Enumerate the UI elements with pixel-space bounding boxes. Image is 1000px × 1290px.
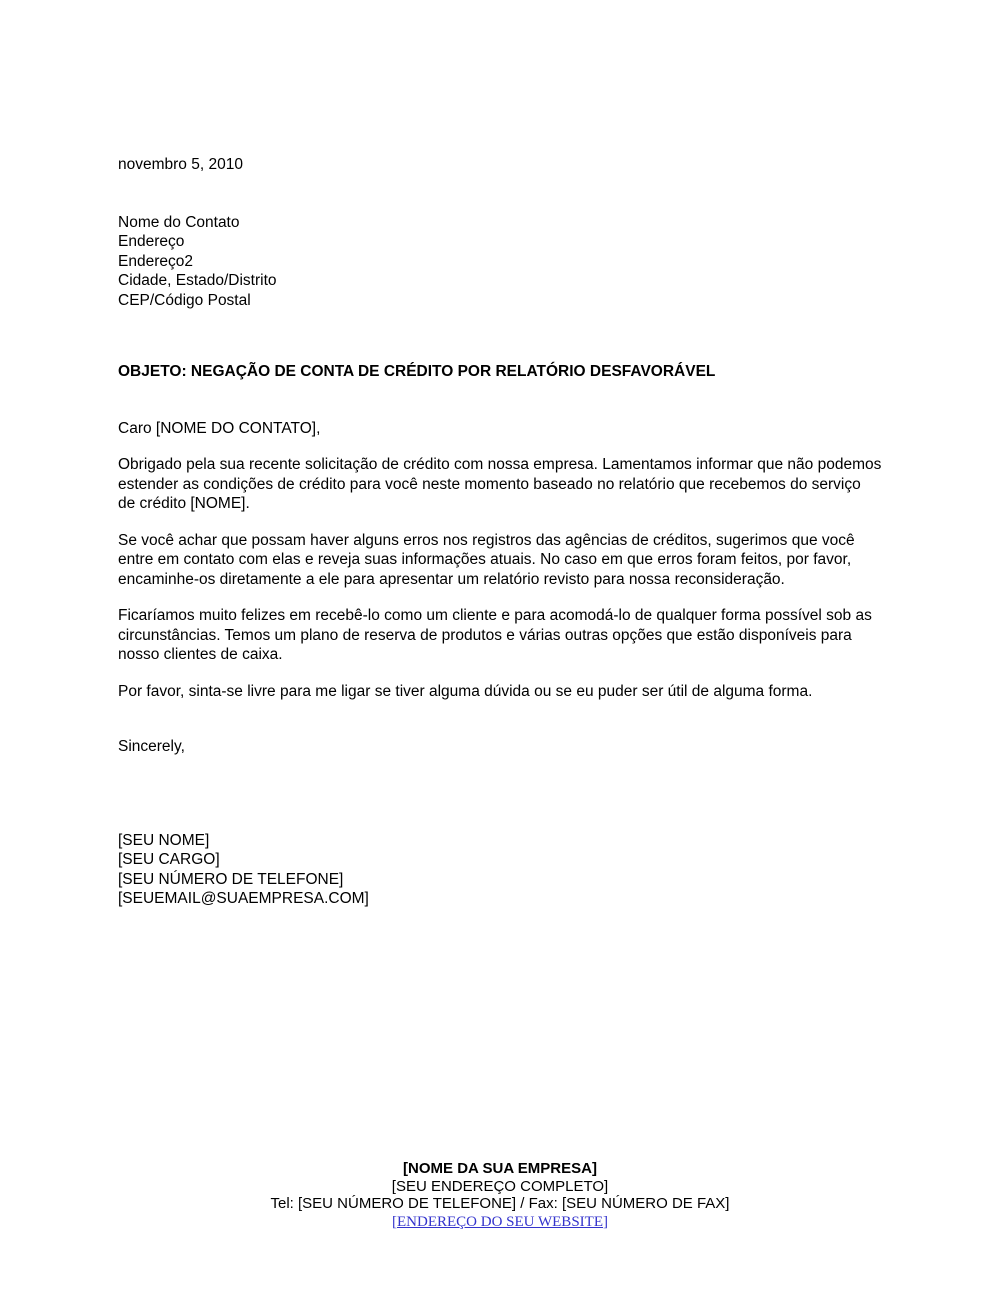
signature-block (118, 831, 882, 909)
subject-line: OBJETO: NEGAÇÃO DE CONTA DE CRÉDITO POR RELATÓRIO DESFAVORÁVEL (118, 363, 716, 380)
recipient-postal-code: CEP/Código Postal (118, 291, 251, 309)
recipient-address-1: Endereço (118, 233, 185, 250)
letter-date: novembro 5, 2010 (118, 156, 243, 173)
recipient-block (118, 213, 882, 311)
signature-name: [SEU NOME] (118, 831, 210, 849)
body-paragraph-4: Por favor, sinta-se livre para me ligar se tiver alguma dúvida ou se eu puder ser útil de alguma forma. (118, 682, 813, 700)
footer (0, 1160, 1000, 1231)
signature-phone: [SEU NÚMERO DE TELEFONE] (118, 870, 344, 888)
recipient-city-state: Cidade, Estado/Distrito (118, 272, 277, 289)
body-paragraph-3: Ficaríamos muito felizes em recebê-lo como um cliente e para acomodá-lo de qualquer forma possível sob as circunstâncias. Temos um plano de reserva de produtos e várias outras opções que estão disponíveis para nosso clientes de caixa. (118, 607, 872, 663)
footer-address: [SEU ENDEREÇO COMPLETO] (391, 1177, 609, 1195)
recipient-name: Nome do Contato (118, 213, 240, 231)
salutation: Caro [NOME DO CONTATO], (118, 419, 321, 437)
footer-tel-fax: Tel: [SEU NÚMERO DE TELEFONE] / Fax: [SEU NÚMERO DE FAX] (270, 1195, 730, 1212)
signature-title: [SEU CARGO] (118, 851, 220, 868)
body-paragraph-1: Obrigado pela sua recente solicitação de crédito com nossa empresa. Lamentamos informar que não podemos estender as condições de crédito para você neste momento baseado no relatório que recebemos do serviço de crédito [NOME]. (118, 456, 882, 512)
footer-company-name: [NOME DA SUA EMPRESA] (403, 1160, 597, 1177)
closing: Sincerely, (118, 738, 185, 755)
website-link[interactable]: [ENDEREÇO DO SEU WEBSITE] (392, 1213, 608, 1230)
signature-email: [SEUEMAIL@SUAEMPRESA.COM] (118, 890, 369, 907)
recipient-address-2: Endereço2 (118, 252, 193, 270)
body-paragraph-2: Se você achar que possam haver alguns erros nos registros das agências de créditos, sugerimos que você entre em contato com elas e reveja suas informações atuais. No caso em que erros foram feitos, por favor, encaminhe-os diretamente a ele para apresentar um relatório revisto para nossa reconsideração. (118, 531, 855, 588)
